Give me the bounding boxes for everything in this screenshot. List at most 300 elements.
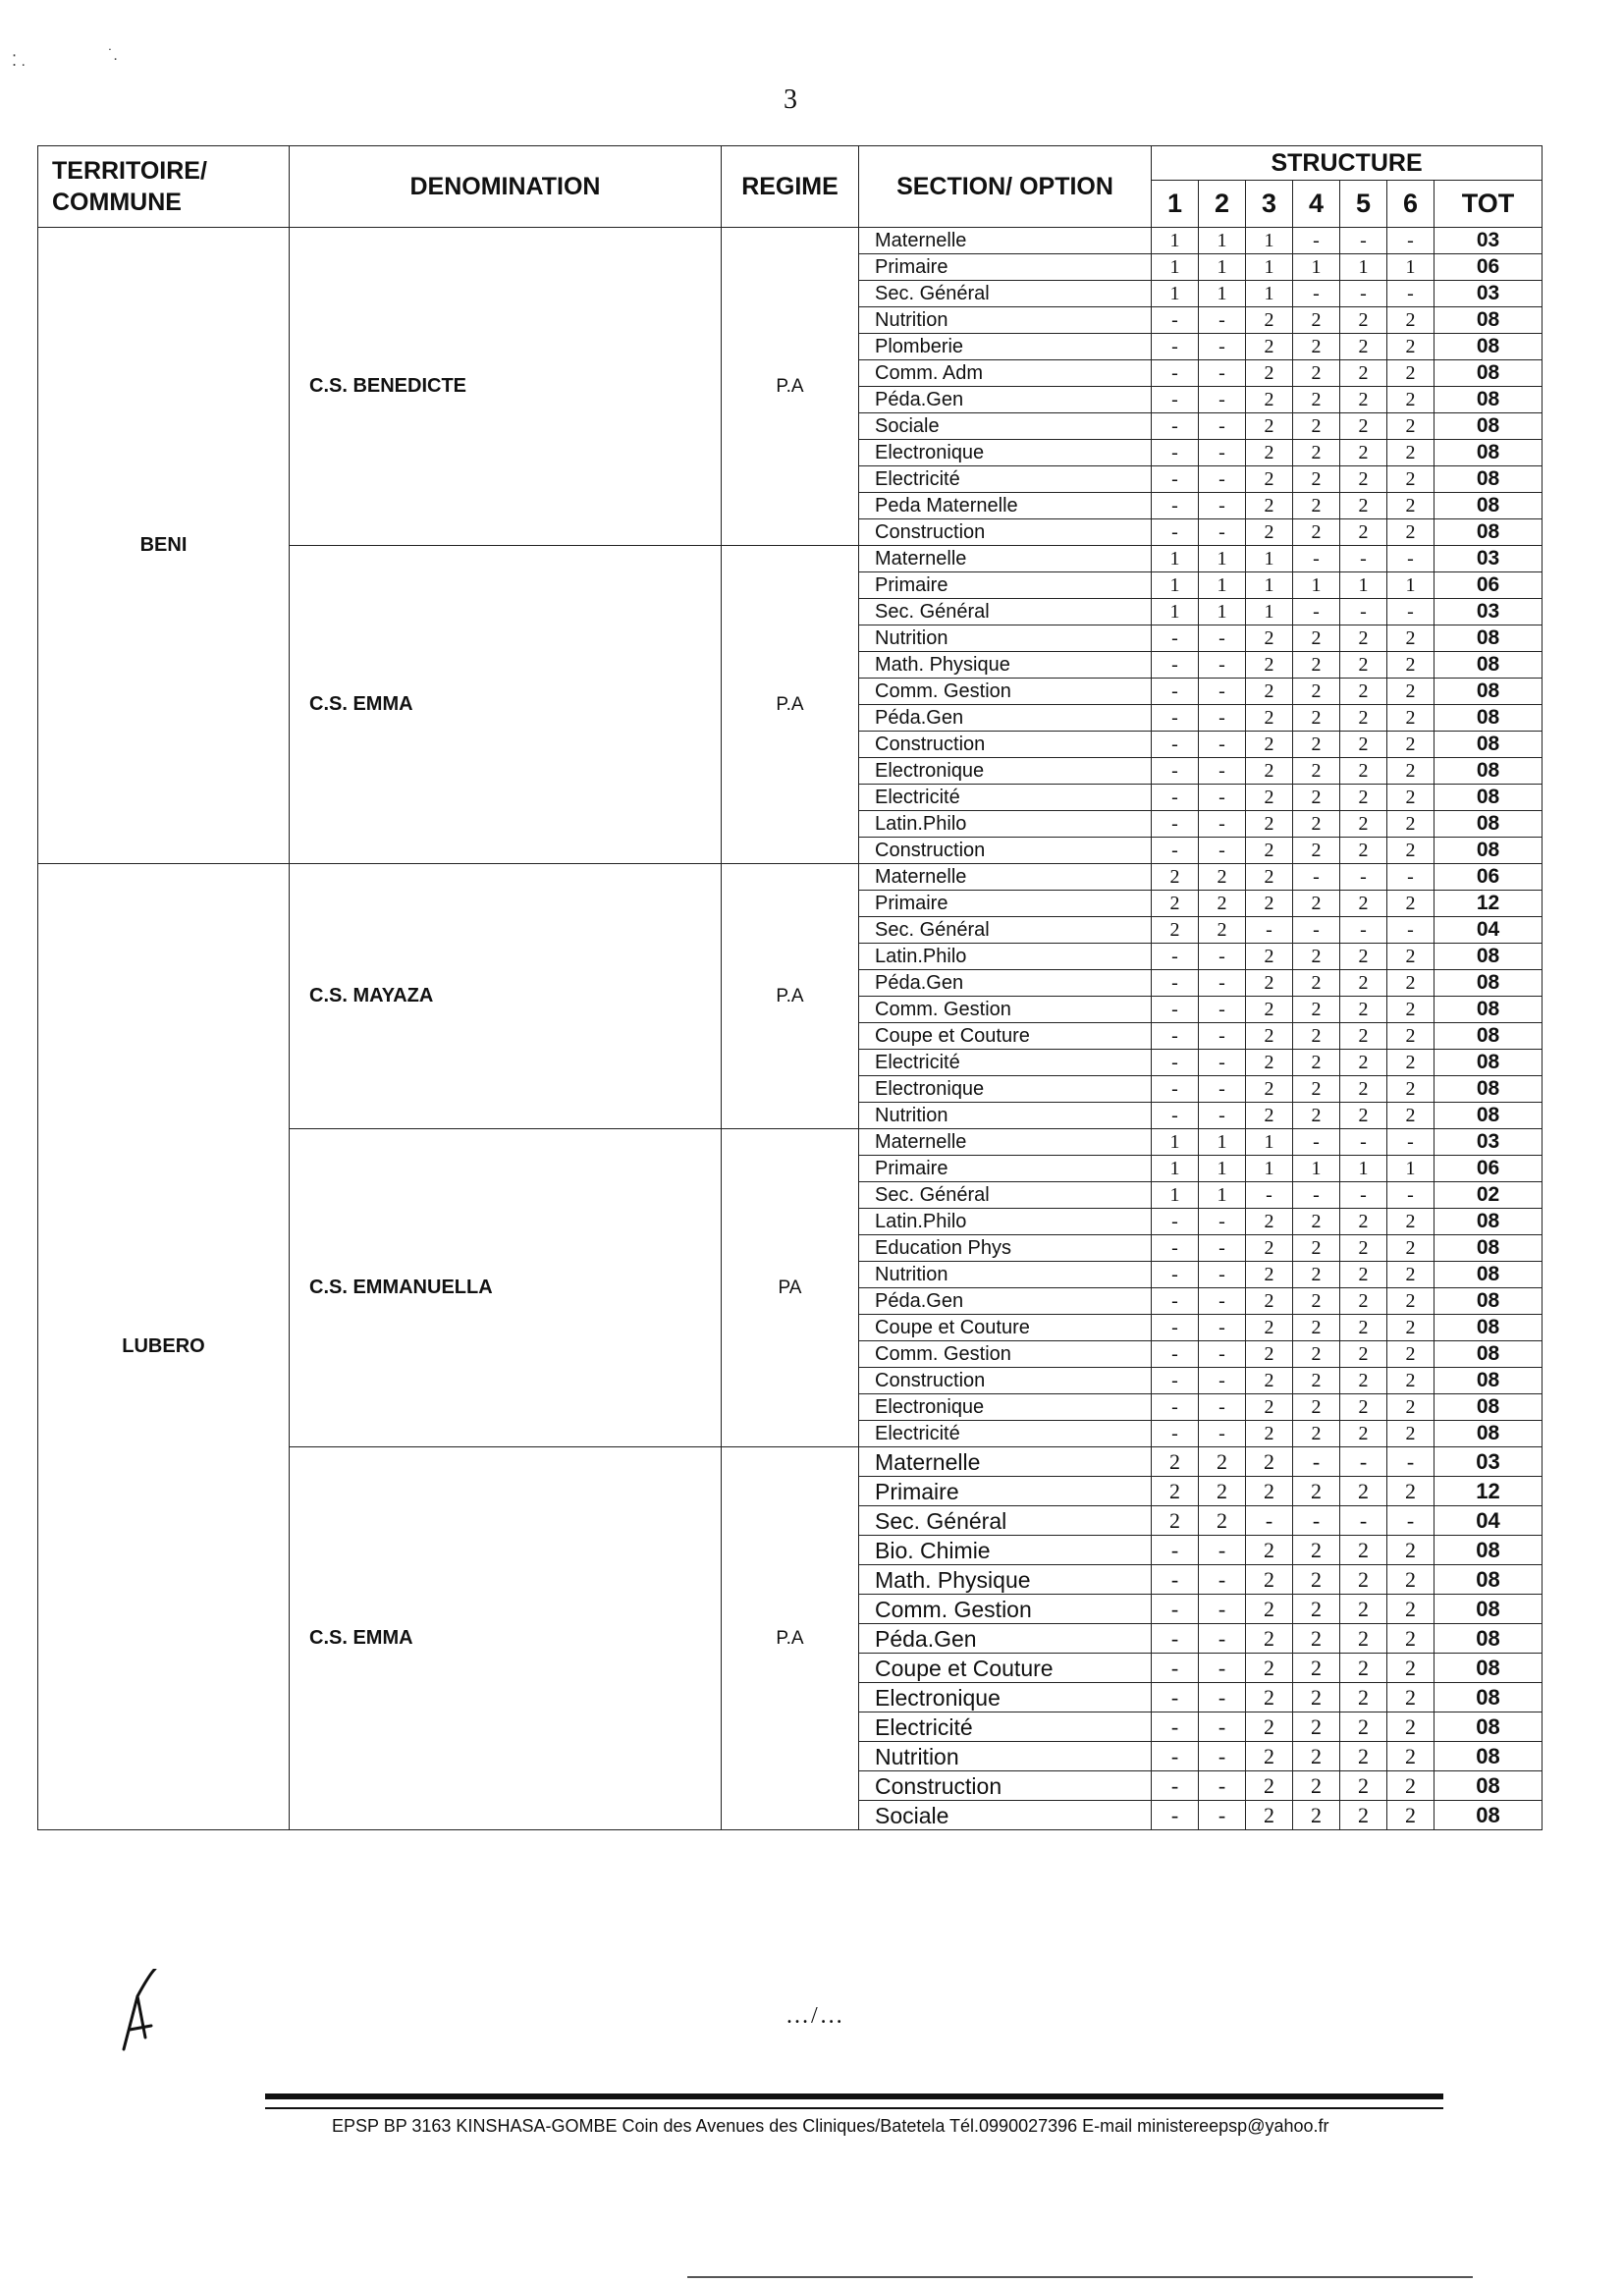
structure-cell: - [1199,679,1246,705]
structure-cell: - [1152,307,1199,334]
structure-cell: 2 [1340,387,1387,413]
option-cell: Péda.Gen [859,387,1152,413]
option-cell: Electricité [859,785,1152,811]
total-cell: 03 [1435,281,1543,307]
structure-cell: 2 [1246,413,1293,440]
regime-cell: P.A [722,1447,859,1830]
structure-cell: 1 [1199,228,1246,254]
structure-cell: 2 [1387,387,1435,413]
structure-cell: - [1199,758,1246,785]
structure-cell: - [1152,440,1199,466]
structure-cell: - [1152,1771,1199,1801]
option-cell: Nutrition [859,307,1152,334]
structure-cell: 2 [1340,1771,1387,1801]
structure-cell: 2 [1246,1742,1293,1771]
structure-cell: 1 [1340,572,1387,599]
structure-cell: - [1199,493,1246,519]
structure-cell: - [1293,1129,1340,1156]
structure-cell: 2 [1246,493,1293,519]
handwritten-signature-icon [116,1969,175,2057]
option-cell: Electricité [859,466,1152,493]
total-cell: 08 [1435,1103,1543,1129]
structure-cell: 2 [1340,1023,1387,1050]
structure-cell: - [1152,1536,1199,1565]
structure-cell: - [1199,1536,1246,1565]
structure-cell: - [1293,1447,1340,1477]
structure-cell: 2 [1340,1712,1387,1742]
structure-cell: 2 [1340,679,1387,705]
header-col-4: 4 [1293,181,1340,228]
structure-cell: 2 [1293,1368,1340,1394]
structure-cell: 2 [1387,413,1435,440]
structure-cell: 2 [1246,334,1293,360]
structure-cell: 2 [1293,1103,1340,1129]
structure-cell: 2 [1387,493,1435,519]
structure-cell: 2 [1293,1262,1340,1288]
structure-cell: 2 [1340,705,1387,732]
total-cell: 08 [1435,1624,1543,1654]
structure-cell: 1 [1199,1129,1246,1156]
structure-cell: 2 [1152,917,1199,944]
total-cell: 08 [1435,1742,1543,1771]
structure-cell: 1 [1199,1182,1246,1209]
option-cell: Math. Physique [859,1565,1152,1595]
structure-cell: - [1199,652,1246,679]
option-cell: Electronique [859,1076,1152,1103]
total-cell: 08 [1435,1421,1543,1447]
structure-cell: - [1293,281,1340,307]
structure-cell: 2 [1199,917,1246,944]
structure-cell: - [1199,1394,1246,1421]
option-cell: Péda.Gen [859,705,1152,732]
structure-cell: 1 [1246,228,1293,254]
structure-cell: 2 [1340,1235,1387,1262]
option-cell: Construction [859,1771,1152,1801]
structure-cell: - [1152,1023,1199,1050]
territoire-cell: LUBERO [38,864,290,1830]
structure-cell: - [1152,1103,1199,1129]
structure-cell: 2 [1387,1624,1435,1654]
structure-cell: - [1340,1506,1387,1536]
total-cell: 08 [1435,997,1543,1023]
header-denomination: DENOMINATION [290,146,722,228]
structure-cell: - [1340,1129,1387,1156]
option-cell: Sec. Général [859,281,1152,307]
option-cell: Comm. Gestion [859,679,1152,705]
option-cell: Coupe et Couture [859,1023,1152,1050]
footer-thick-rule [265,2093,1443,2099]
structure-cell: 2 [1293,360,1340,387]
option-cell: Electronique [859,440,1152,466]
structure-cell: 2 [1246,307,1293,334]
structure-cell: - [1199,1209,1246,1235]
structure-cell: 1 [1246,572,1293,599]
structure-cell: 2 [1152,1447,1199,1477]
structure-cell: 2 [1246,1394,1293,1421]
territoire-cell: BENI [38,228,290,864]
structure-cell: 1 [1293,1156,1340,1182]
structure-cell: - [1246,1182,1293,1209]
structure-cell: 2 [1152,1477,1199,1506]
structure-cell: 2 [1246,440,1293,466]
structure-cell: - [1152,785,1199,811]
structure-cell: 2 [1340,466,1387,493]
structure-cell: 2 [1246,1712,1293,1742]
structure-cell: 2 [1340,413,1387,440]
structure-cell: - [1152,334,1199,360]
option-cell: Construction [859,519,1152,546]
structure-cell: 2 [1340,360,1387,387]
structure-cell: - [1152,387,1199,413]
structure-cell: 2 [1293,1712,1340,1742]
total-cell: 03 [1435,546,1543,572]
structure-cell: - [1199,1712,1246,1742]
structure-cell: 2 [1246,1341,1293,1368]
structure-cell: - [1340,599,1387,625]
structure-cell: 2 [1199,1447,1246,1477]
structure-cell: - [1199,838,1246,864]
header-section-option: SECTION/ OPTION [859,146,1152,228]
structure-cell: 2 [1246,864,1293,891]
regime-cell: P.A [722,228,859,546]
structure-cell: - [1199,1624,1246,1654]
structure-cell: 2 [1246,785,1293,811]
structure-cell: 2 [1293,1683,1340,1712]
structure-cell: - [1293,228,1340,254]
total-cell: 06 [1435,864,1543,891]
structure-cell: 2 [1387,1477,1435,1506]
structure-cell: 2 [1246,1536,1293,1565]
structure-cell: 2 [1340,1477,1387,1506]
structure-cell: 2 [1293,519,1340,546]
structure-cell: 2 [1340,1209,1387,1235]
structure-cell: 2 [1293,1076,1340,1103]
option-cell: Comm. Gestion [859,1595,1152,1624]
total-cell: 06 [1435,1156,1543,1182]
structure-cell: 2 [1340,1050,1387,1076]
structure-cell: 2 [1387,440,1435,466]
total-cell: 08 [1435,1368,1543,1394]
structure-cell: 2 [1246,1050,1293,1076]
structure-cell: 2 [1340,1315,1387,1341]
total-cell: 08 [1435,1595,1543,1624]
structure-cell: 2 [1293,1654,1340,1683]
structure-cell: - [1152,1654,1199,1683]
table-row [38,228,1543,254]
structure-cell: 2 [1293,1050,1340,1076]
structure-cell: - [1152,705,1199,732]
structure-cell: - [1152,413,1199,440]
structure-cell: 2 [1387,838,1435,864]
structure-cell: 2 [1387,970,1435,997]
structure-cell: 2 [1340,785,1387,811]
structure-cell: 2 [1152,1506,1199,1536]
structure-cell: 1 [1152,1156,1199,1182]
structure-cell: - [1199,944,1246,970]
structure-cell: 2 [1340,944,1387,970]
structure-cell: 2 [1387,307,1435,334]
structure-cell: 2 [1293,1209,1340,1235]
structure-cell: - [1152,732,1199,758]
total-cell: 06 [1435,254,1543,281]
footer-thin-rule [265,2107,1443,2109]
structure-cell: 1 [1246,546,1293,572]
structure-cell: 2 [1199,864,1246,891]
option-cell: Comm. Gestion [859,997,1152,1023]
table-row [38,864,1543,891]
structure-cell: - [1199,466,1246,493]
structure-cell: 2 [1246,970,1293,997]
structure-cell: 1 [1246,281,1293,307]
structure-cell: 2 [1293,838,1340,864]
structure-cell: 2 [1387,334,1435,360]
structure-cell: 2 [1293,1023,1340,1050]
total-cell: 06 [1435,572,1543,599]
structure-cell: - [1199,519,1246,546]
structure-cell: 2 [1246,1076,1293,1103]
structure-cell: 2 [1340,1394,1387,1421]
structure-cell: 2 [1246,1477,1293,1506]
structure-cell: 2 [1246,1771,1293,1801]
option-cell: Sec. Général [859,917,1152,944]
structure-cell: - [1199,1565,1246,1595]
structure-cell: - [1293,1506,1340,1536]
structure-cell: 2 [1387,519,1435,546]
option-cell: Electricité [859,1050,1152,1076]
structure-cell: 1 [1293,254,1340,281]
structure-cell: 1 [1152,599,1199,625]
structure-cell: 2 [1246,1654,1293,1683]
structure-cell: 2 [1340,1536,1387,1565]
structure-cell: 2 [1340,1288,1387,1315]
structure-cell: 2 [1340,1341,1387,1368]
structure-cell: - [1152,997,1199,1023]
structure-cell: 2 [1387,997,1435,1023]
structure-cell: 2 [1387,679,1435,705]
total-cell: 08 [1435,811,1543,838]
option-cell: Peda Maternelle [859,493,1152,519]
structure-cell: 1 [1152,546,1199,572]
structure-cell: 2 [1340,1076,1387,1103]
structure-cell: 2 [1293,705,1340,732]
structure-cell: 2 [1387,1341,1435,1368]
structure-cell: - [1199,1801,1246,1830]
structure-cell: - [1199,997,1246,1023]
structure-cell: 2 [1152,891,1199,917]
structure-cell: - [1152,1315,1199,1341]
structure-cell: - [1199,1050,1246,1076]
structure-cell: 2 [1387,1050,1435,1076]
regime-cell: PA [722,1129,859,1447]
structure-cell: - [1199,705,1246,732]
structure-cell: 2 [1199,1477,1246,1506]
structure-cell: - [1199,1683,1246,1712]
structure-cell: 2 [1340,1624,1387,1654]
structure-cell: 1 [1387,254,1435,281]
structure-cell: 2 [1340,1421,1387,1447]
structure-cell: 2 [1340,334,1387,360]
option-cell: Electricité [859,1712,1152,1742]
structure-cell: 2 [1340,1595,1387,1624]
structure-cell: 2 [1340,493,1387,519]
regime-cell: P.A [722,546,859,864]
option-cell: Latin.Philo [859,944,1152,970]
total-cell: 08 [1435,387,1543,413]
structure-cell: 2 [1387,705,1435,732]
structure-cell: - [1152,1076,1199,1103]
structure-cell: - [1152,1341,1199,1368]
option-cell: Electricité [859,1421,1152,1447]
structure-cell: - [1199,1023,1246,1050]
structure-cell: 1 [1340,254,1387,281]
option-cell: Nutrition [859,1742,1152,1771]
structure-cell: - [1199,1315,1246,1341]
total-cell: 03 [1435,228,1543,254]
option-cell: Electronique [859,758,1152,785]
header-tot: TOT [1435,181,1543,228]
structure-cell: - [1340,228,1387,254]
structure-cell: 2 [1293,1624,1340,1654]
structure-cell: 1 [1199,1156,1246,1182]
total-cell: 08 [1435,1394,1543,1421]
structure-cell: - [1199,387,1246,413]
structure-cell: - [1387,1129,1435,1156]
structure-cell: - [1152,1262,1199,1288]
structure-cell: - [1152,1683,1199,1712]
structure-cell: 2 [1246,891,1293,917]
structure-cell: 2 [1387,1595,1435,1624]
structure-cell: 2 [1387,1235,1435,1262]
total-cell: 08 [1435,413,1543,440]
option-cell: Péda.Gen [859,1624,1152,1654]
structure-cell: 2 [1293,493,1340,519]
structure-cell: - [1152,652,1199,679]
structure-cell: 1 [1246,254,1293,281]
structure-cell: 2 [1387,652,1435,679]
structure-cell: 2 [1340,997,1387,1023]
option-cell: Electronique [859,1394,1152,1421]
structure-cell: 2 [1293,732,1340,758]
structure-cell: 2 [1246,1624,1293,1654]
structure-cell: - [1387,281,1435,307]
option-cell: Primaire [859,1156,1152,1182]
option-cell: Sec. Général [859,1182,1152,1209]
structure-cell: - [1152,1209,1199,1235]
option-cell: Primaire [859,572,1152,599]
structure-cell: 2 [1293,1801,1340,1830]
option-cell: Math. Physique [859,652,1152,679]
option-cell: Sec. Général [859,599,1152,625]
page-number: 3 [784,84,797,115]
structure-cell: 2 [1246,1595,1293,1624]
option-cell: Nutrition [859,1103,1152,1129]
option-cell: Sociale [859,413,1152,440]
total-cell: 02 [1435,1182,1543,1209]
structure-cell: - [1199,1288,1246,1315]
total-cell: 08 [1435,1341,1543,1368]
option-cell: Latin.Philo [859,1209,1152,1235]
structure-cell: - [1152,1421,1199,1447]
structure-cell: - [1199,1421,1246,1447]
structure-cell: 2 [1387,1076,1435,1103]
total-cell: 08 [1435,1209,1543,1235]
structure-cell: - [1199,440,1246,466]
page-bottom-rule [687,2276,1473,2278]
structure-cell: 2 [1246,1368,1293,1394]
header-territoire: TERRITOIRE/ COMMUNE [38,146,290,228]
structure-cell: - [1293,599,1340,625]
total-cell: 08 [1435,1683,1543,1712]
structure-cell: 2 [1387,1262,1435,1288]
structure-cell: 2 [1387,1421,1435,1447]
structure-cell: 2 [1387,1683,1435,1712]
structure-cell: 2 [1199,1506,1246,1536]
structure-cell: 2 [1387,1742,1435,1771]
structure-cell: 2 [1387,1023,1435,1050]
structure-cell: 2 [1387,1654,1435,1683]
structure-cell: - [1152,466,1199,493]
structure-cell: - [1152,838,1199,864]
structure-cell: - [1152,1712,1199,1742]
total-cell: 08 [1435,519,1543,546]
total-cell: 08 [1435,1288,1543,1315]
structure-cell: 2 [1152,864,1199,891]
structure-cell: - [1152,1394,1199,1421]
structure-cell: 2 [1246,679,1293,705]
structure-cell: 2 [1293,413,1340,440]
structure-cell: - [1387,1506,1435,1536]
structure-cell: 1 [1152,572,1199,599]
structure-cell: 2 [1246,732,1293,758]
structure-cell: 2 [1293,970,1340,997]
structure-cell: 2 [1340,1654,1387,1683]
structure-cell: - [1199,1235,1246,1262]
structure-cell: - [1152,944,1199,970]
structure-cell: - [1152,1368,1199,1394]
option-cell: Maternelle [859,228,1152,254]
structure-cell: 2 [1387,1315,1435,1341]
structure-cell: - [1340,1182,1387,1209]
total-cell: 08 [1435,1565,1543,1595]
structure-cell: 2 [1340,1565,1387,1595]
structure-cell: 1 [1246,599,1293,625]
structure-cell: 2 [1340,970,1387,997]
option-cell: Maternelle [859,546,1152,572]
structure-cell: 1 [1152,281,1199,307]
header-col-1: 1 [1152,181,1199,228]
total-cell: 08 [1435,785,1543,811]
structure-cell: 2 [1387,1712,1435,1742]
structure-cell: 2 [1293,891,1340,917]
structure-cell: 2 [1246,1023,1293,1050]
structure-cell: 2 [1387,944,1435,970]
structure-cell: 2 [1293,387,1340,413]
structure-cell: - [1293,917,1340,944]
structure-cell: - [1152,1235,1199,1262]
option-cell: Coupe et Couture [859,1654,1152,1683]
structure-cell: 1 [1199,254,1246,281]
header-regime: REGIME [722,146,859,228]
structure-cell: 2 [1340,1103,1387,1129]
option-cell: Comm. Adm [859,360,1152,387]
structure-cell: - [1199,307,1246,334]
structure-cell: 2 [1293,334,1340,360]
structure-cell: 1 [1199,572,1246,599]
structure-cell: 2 [1387,785,1435,811]
structure-cell: 1 [1152,1182,1199,1209]
structure-cell: - [1387,917,1435,944]
structure-cell: 2 [1246,838,1293,864]
